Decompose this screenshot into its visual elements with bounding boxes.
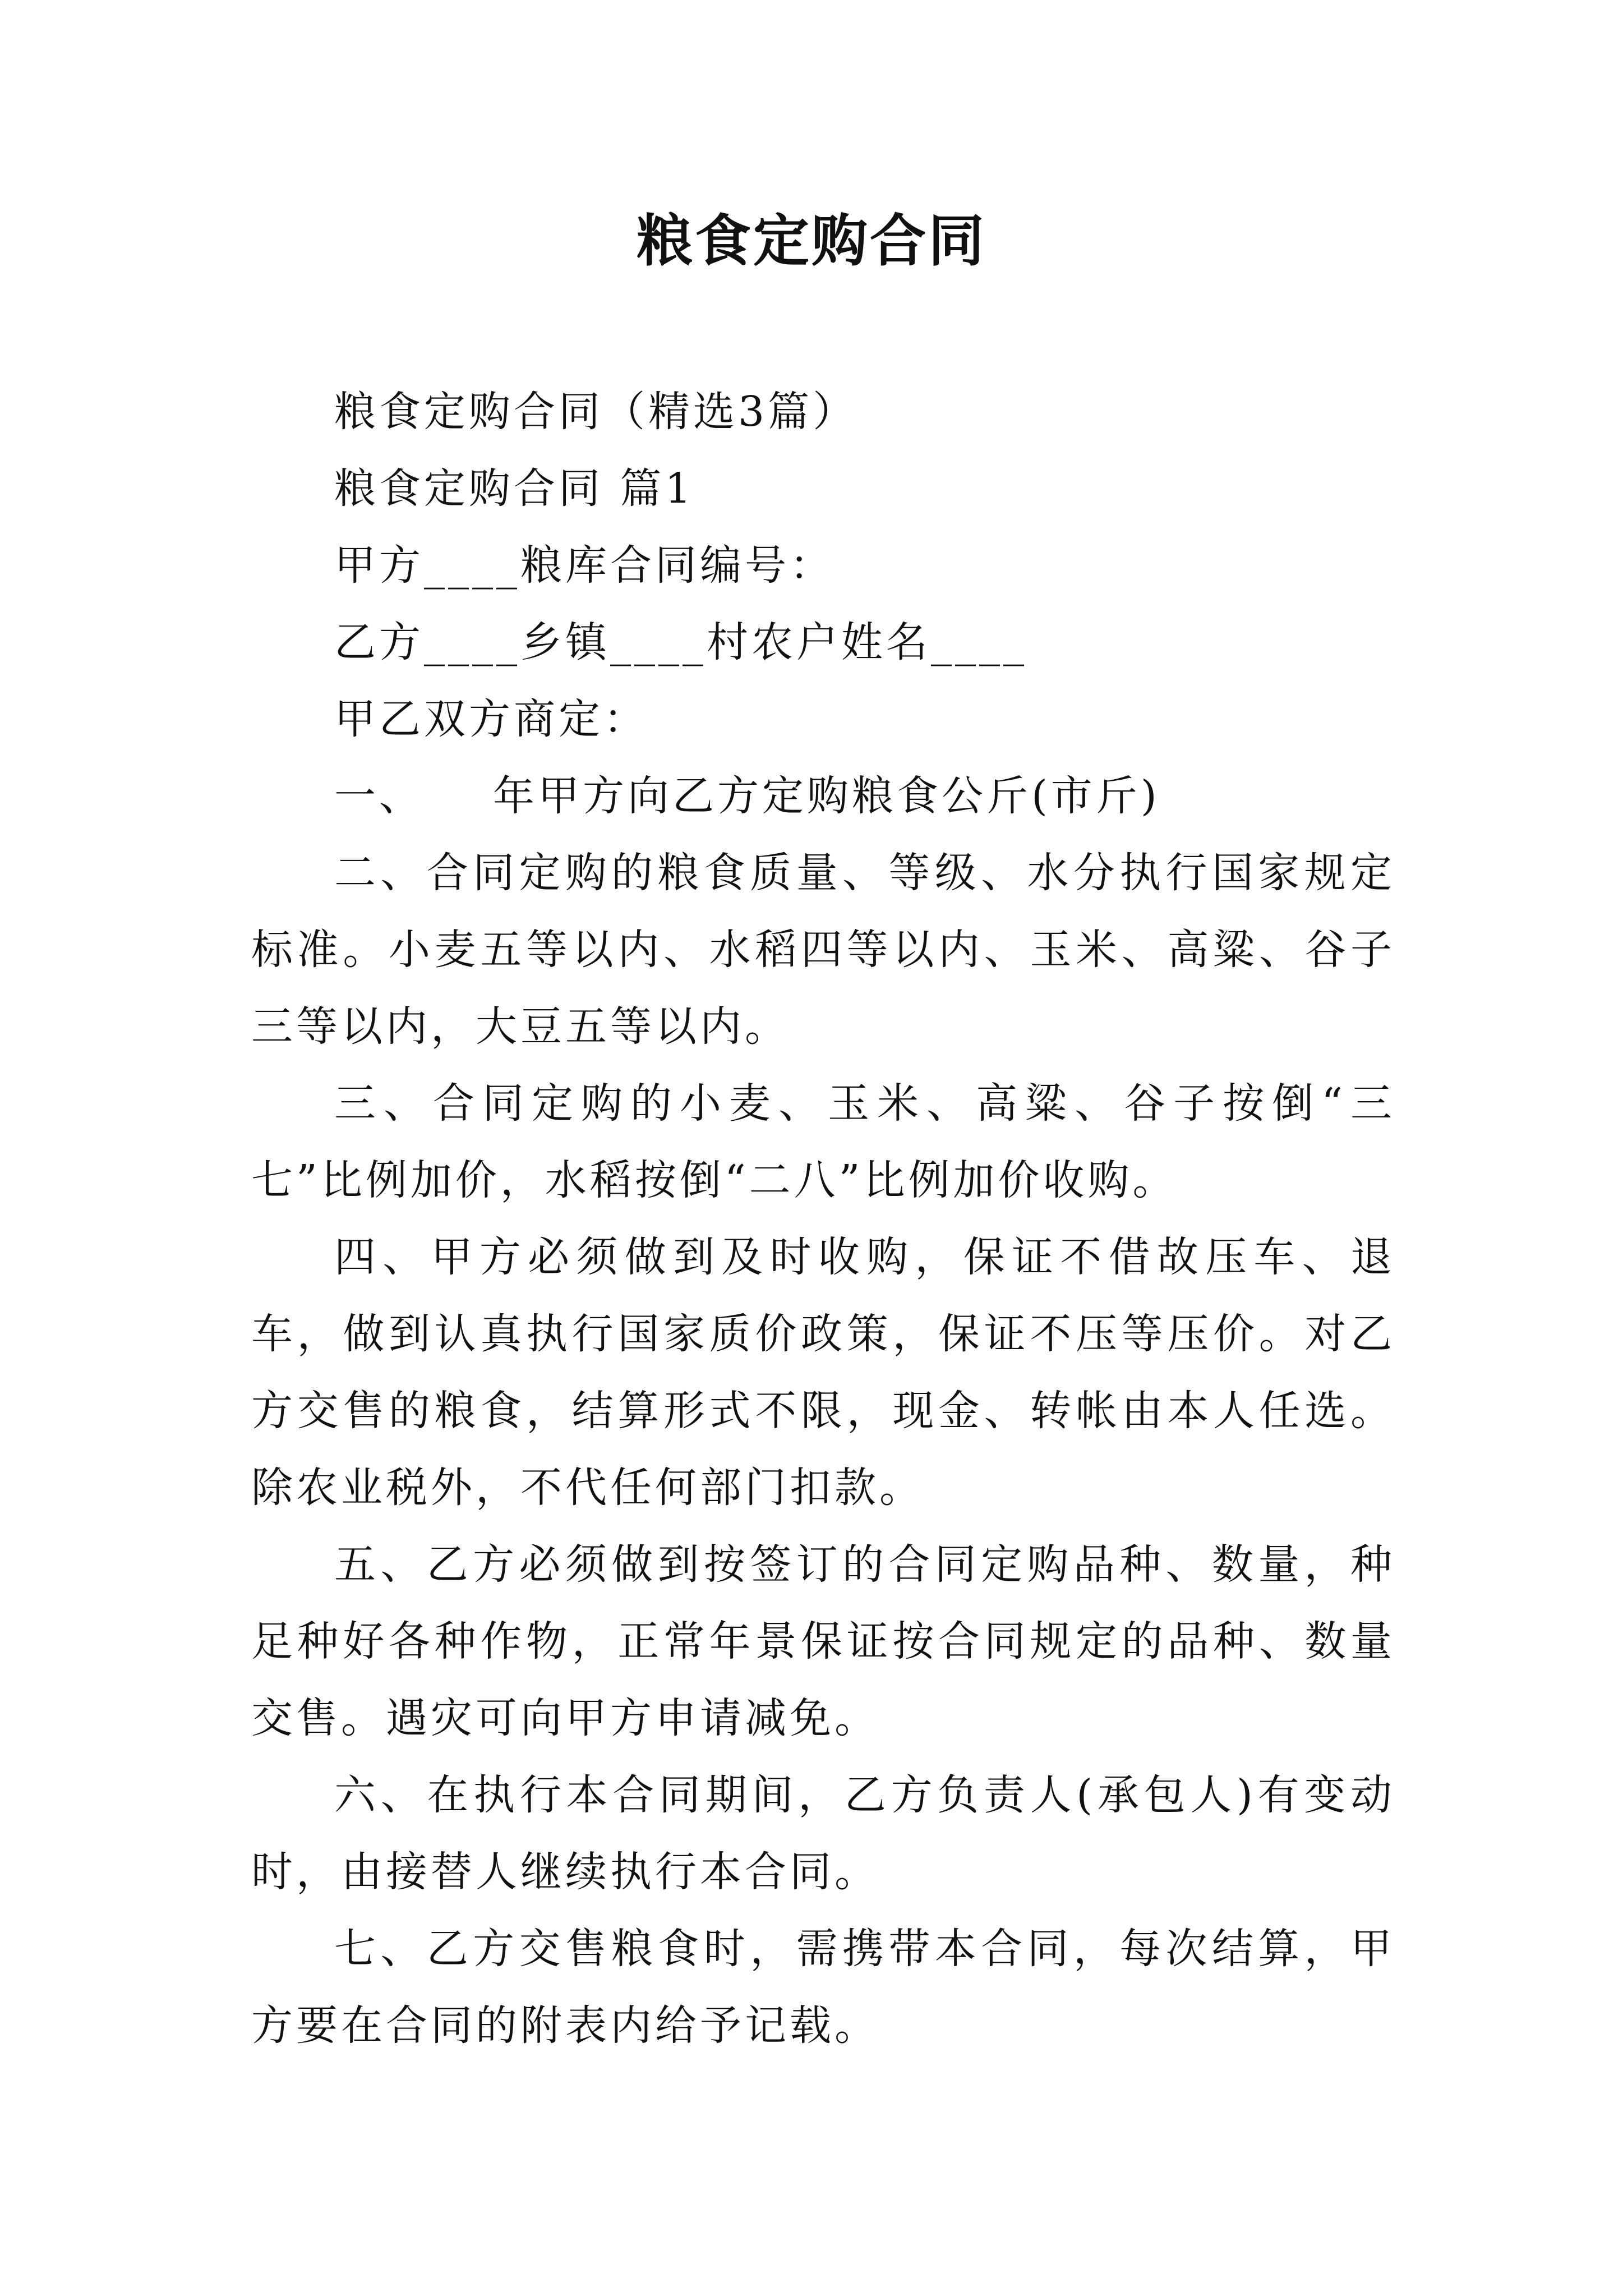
paragraph-party-a: 甲方____粮库合同编号： xyxy=(334,541,834,590)
paragraph-section-heading: 粮食定购合同 篇1 xyxy=(334,464,695,513)
paragraph-clause-7: 七、乙方交售粮食时，需携带本合同，每次结算，甲方要在合同的附表内给予记载。 xyxy=(251,1925,1395,2050)
paragraph-clause-6: 六、在执行本合同期间，乙方负责人(承包人)有变动时，由接替人继续执行本合同。 xyxy=(251,1771,1395,1896)
paragraph-clause-1: 一、 年甲方向乙方定购粮食公斤(市斤) xyxy=(334,772,1160,820)
paragraph-clause-3: 三、合同定购的小麦、玉米、高粱、谷子按倒“三七”比例加价，水稻按倒“二八”比例加价收购。 xyxy=(251,1079,1395,1204)
paragraph-clause-4: 四、甲方必须做到及时收购，保证不借故压车、退车，做到认真执行国家质价政策，保证不压等压价。对乙方交售的粮食，结算形式不限，现金、转帐由本人任选。除农业税外，不代任何部门扣款。 xyxy=(251,1233,1395,1512)
paragraph-subtitle: 粮食定购合同（精选3篇） xyxy=(334,388,858,436)
paragraph-party-b: 乙方____乡镇____村农户姓名____ xyxy=(334,618,1027,666)
document-body xyxy=(251,374,1395,2064)
paragraph-clause-2: 二、合同定购的粮食质量、等级、水分执行国家规定标准。小麦五等以内、水稻四等以内、玉米、高粱、谷子三等以内，大豆五等以内。 xyxy=(251,849,1395,1051)
document-title: 粮食定购合同 xyxy=(637,208,986,274)
paragraph-agreement-intro: 甲乙双方商定： xyxy=(334,695,648,743)
paragraph-clause-5: 五、乙方必须做到按签订的合同定购品种、数量，种足种好各种作物，正常年景保证按合同规定的品种、数量交售。遇灾可向甲方申请减免。 xyxy=(251,1540,1395,1742)
